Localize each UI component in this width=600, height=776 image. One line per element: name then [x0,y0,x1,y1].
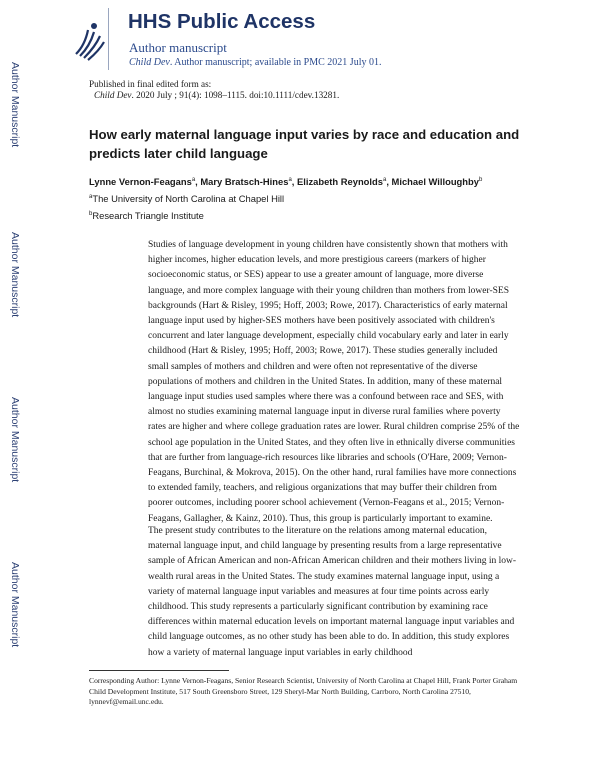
side-label-author-manuscript-1: Author Manuscript [9,62,21,148]
author-name: Mary Bratsch-Hines [200,176,289,187]
author-affiliation-mark: a [191,177,196,183]
header-divider [108,8,109,70]
author-name: Lynne Vernon-Feagans [89,176,192,187]
citation-line [94,90,339,100]
author-affiliation-mark: a [382,177,387,183]
affiliation-mark: a [89,194,93,200]
affiliation-mark: b [89,211,93,217]
author-affiliation-mark: a [288,177,292,183]
author-name: Michael Willoughby [391,176,479,187]
side-label-author-manuscript-3: Author Manuscript [9,397,21,483]
affiliation-text: Research Triangle Institute [92,210,204,221]
hhs-public-access-title: HHS Public Access [128,10,316,33]
author-name: Elizabeth Reynolds [297,176,383,187]
published-line: Published in final edited form as: [89,79,212,89]
abstract-paragraph-2: The present study contributes to the literature on the relations among maternal education, maternal language input, and child language by presenting results from a large representative sample of African American and non-African American children and their mothers living in low-wealth rural areas in the United States. The study examines maternal language input, using a variety of maternal language input variables and measures at four time points across early childhood. This study represents a particularly significant contribution by examining race differences within maternal education levels on important maternal language input variables and child language outcomes, as no other study has been able to do. In addition, this study explores how a variety of maternal language input variables in early childhood [148,526,517,658]
citation-journal: Child Dev [94,90,132,100]
corresponding-author-footnote: Corresponding Author: Lynne Vernon-Feagans, Senior Research Scientist, University of North Carolina at Chapel Hill, Frank Porter Graham Child Development Institute, 517 South Greensboro Street, 129 Sheryl-Mar North Building, Carrboro, North Carolina 27510, lynnevf@email.unc.edu. [89,676,518,707]
author-affiliation-mark: b [478,177,483,183]
abstract-paragraph-1: Studies of language development in young children have consistently shown that mothers with higher incomes, higher education levels, and more prestigious careers (markers of higher socioeconomic status, or SES) appear to use a greater amount of language, more diverse language, and more complex language with their young children than mothers from lower-SES backgrounds (Hart & Risley, 1995; Hoff, 2003; Rowe, 2017). Characteristics of early maternal language input used by higher-SES mothers have been positively associated with children's concurrent and later language development, especially child vocabulary early and later in early childhood (Hart & Risley, 1995; Hoff, 2003; Rowe, 2017). These studies generally included small samples of mothers and children and were often not representative of the diverse populations of mothers and children in the United States. In addition, many of these maternal language input studies used samples where there was a confound between race and SES, with almost no studies examining maternal language input in diverse rural families where poverty rates are higher and where college graduation rates are lower. Rural children comprise 25% of the school age population in the United States, and they often live in ethnically diverse communities that are further from language-rich resources like libraries and schools (O'Hare, 2009; Vernon-Feagans, Burchinal, & Mokrova, 2015). On the other hand, rural families have more connections to extended family, teachers, and religious organizations that may buffer their children from poorer outcomes, including poorer school achievement (Vernon-Feagans et al., 2015; Vernon-Feagans, Gallagher, & Kainz, 2010). Thus, this group is particularly important to examine. [148,240,520,524]
availability-line [129,57,381,68]
journal-name[interactable]: Child Dev [129,57,170,68]
affiliation-a [89,193,284,204]
footnote-divider [89,670,229,671]
affiliation-text: The University of North Carolina at Chapel Hill [92,193,285,204]
availability-text: . Author manuscript; available in PMC 2021 July 01. [169,57,382,68]
citation-details: . 2020 July ; 91(4): 1098–1115. doi:10.1111/cdev.13281. [131,90,340,100]
author-list: Lynne Vernon-Feagans$^a$, Mary Bratsch-Hines$^a$, Elizabeth Reynolds$^a$, Michael Willoughby$^b$ [89,176,483,187]
article-title: How early maternal language input varies by race and education and predicts later child language [89,127,520,161]
side-label-author-manuscript-4: Author Manuscript [9,562,21,648]
side-label-author-manuscript-2: Author Manuscript [9,232,21,318]
author-manuscript-label: Author manuscript [129,40,227,55]
affiliation-b [89,210,204,221]
hhs-eagle-logo-icon [72,18,106,62]
